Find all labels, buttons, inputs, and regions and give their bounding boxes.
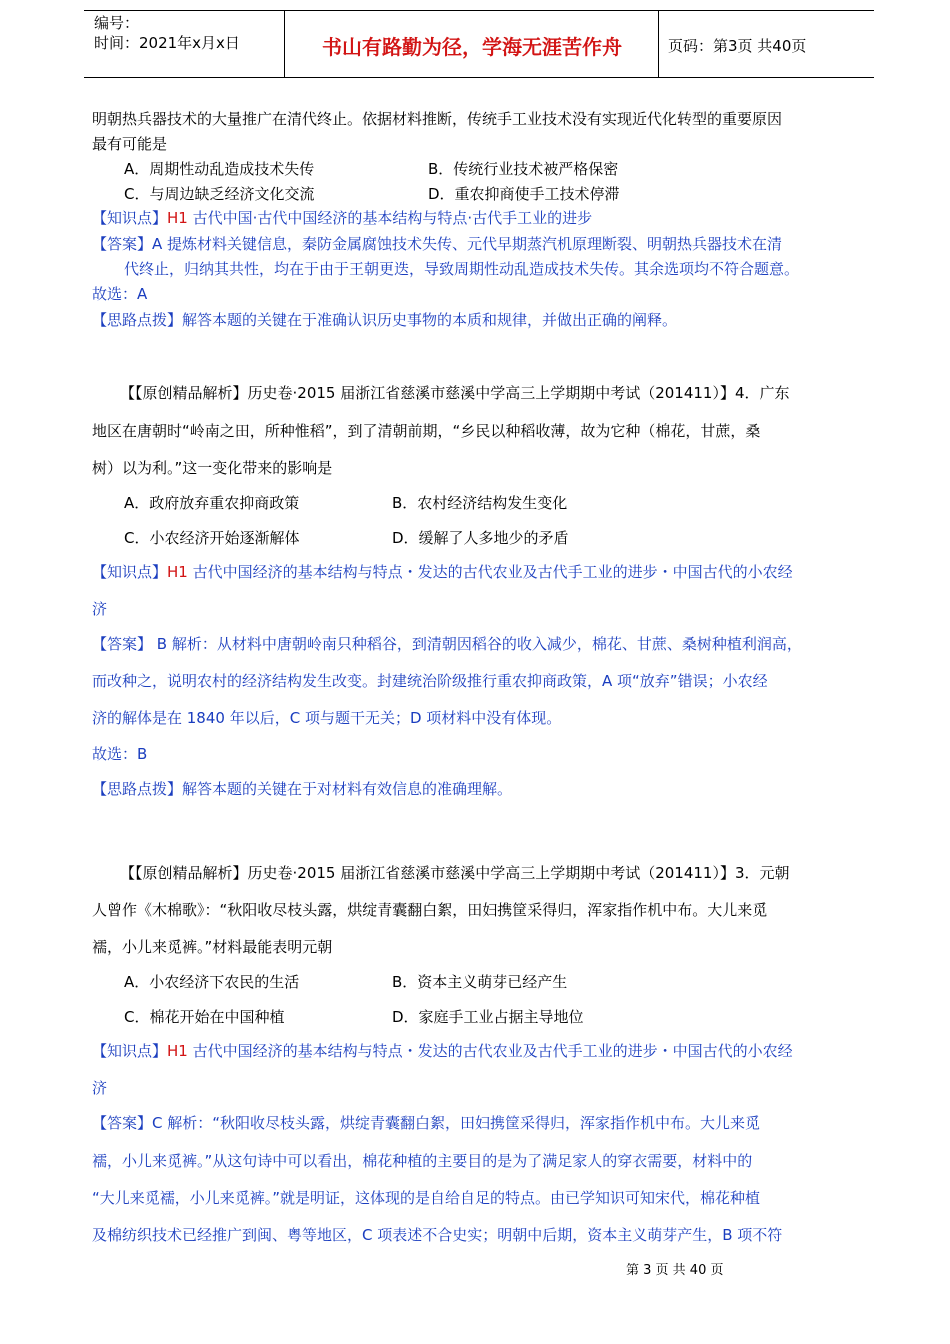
q3-option-a: A．小农经济下农民的生活 (124, 973, 300, 991)
answer-label: 【答案】 (92, 1114, 153, 1132)
q1-stem-line: 最有可能是 (92, 135, 168, 153)
q2-answer-line: 而改种之，说明农村的经济结构发生改变。封建统治阶级推行重农抑商政策，A 项“放弃”错误；小农经 (92, 672, 768, 690)
page-footer: 第 3 页 共 40 页 (626, 1263, 724, 1278)
q2-choice: 故选：B (92, 745, 148, 763)
q2-stem-line: 树）以为利。”这一变化带来的影响是 (92, 459, 333, 477)
knowledge-code: H1 (167, 563, 188, 581)
q2-knowledge-point (92, 561, 793, 582)
q2-stem-line: 【【原创精品解析】历史卷·2015 届浙江省慈溪市慈溪中学高三上学期期中考试（201411）】4．广东 (120, 384, 790, 402)
answer-label: 【答案】 (92, 635, 153, 653)
answer-text: C 解析：“秋阳收尽枝头露，烘绽青囊翻白絮，田妇携筐采得归，浑家指作机中布。大儿来觅 (152, 1114, 761, 1132)
tip-text: 解答本题的关键在于准确认识历史事物的本质和规律，并做出正确的阐释。 (182, 311, 678, 329)
tip-label: 【思路点拨】 (92, 780, 183, 798)
tip-label: 【思路点拨】 (92, 311, 183, 329)
q3-option-d: D．家庭手工业占据主导地位 (392, 1008, 584, 1026)
knowledge-label: 【知识点】 (92, 209, 168, 227)
knowledge-text: 古代中国经济的基本结构与特点・发达的古代农业及古代手工业的进步・中国古代的小农经 (192, 563, 793, 581)
q1-option-c: C．与周边缺乏经济文化交流 (124, 185, 315, 203)
q2-option-a: A．政府放弃重农抑商政策 (124, 494, 300, 512)
q1-knowledge-point (92, 207, 592, 228)
q2-tip (92, 778, 512, 799)
q3-answer-line: “大儿来觅襦，小儿来觅裤。”就是明证，这体现的是自给自足的特点。由已学知识可知宋代，棉花种植 (92, 1189, 761, 1207)
page-header (84, 10, 874, 78)
q1-option-a: A．周期性动乱造成技术失传 (124, 160, 315, 178)
answer-text: A 提炼材料关键信息，秦防金属腐蚀技术失传、元代早期蒸汽机原理断裂、明朝热兵器技术在清 (152, 235, 783, 253)
q3-stem-line: 襦，小儿来觅裤。”材料最能表明元朝 (92, 938, 333, 956)
q3-option-c: C．棉花开始在中国种植 (124, 1008, 285, 1026)
header-divider (658, 11, 659, 77)
knowledge-label: 【知识点】 (92, 563, 168, 581)
q2-knowledge-line: 济 (92, 600, 108, 618)
q3-answer (92, 1112, 760, 1133)
q3-knowledge-line: 济 (92, 1079, 108, 1097)
q3-knowledge-point (92, 1040, 793, 1061)
q2-option-b: B．农村经济结构发生变化 (392, 494, 568, 512)
knowledge-code: H1 (167, 1042, 188, 1060)
header-meta (94, 13, 240, 53)
q3-option-b: B．资本主义萌芽已经产生 (392, 973, 568, 991)
q1-tip (92, 309, 677, 330)
q3-stem-line: 【【原创精品解析】历史卷·2015 届浙江省慈溪市慈溪中学高三上学期期中考试（201411）】3．元朝 (120, 864, 790, 882)
q2-option-d: D．缓解了人多地少的矛盾 (392, 529, 569, 547)
q1-stem-line: 明朝热兵器技术的大量推广在清代终止。依据材料推断，传统手工业技术没有实现近代化转型的重要原因 (92, 110, 783, 128)
q2-stem-line: 地区在唐朝时“岭南之田，所种惟稻”，到了清朝前期，“乡民以种稻收薄，故为它种（棉花，甘蔗，桑 (92, 422, 761, 440)
code-label: 编号： (94, 14, 140, 32)
tip-text: 解答本题的关键在于对材料有效信息的准确理解。 (182, 780, 513, 798)
q1-option-b: B．传统行业技术被严格保密 (428, 160, 619, 178)
knowledge-text: 古代中国经济的基本结构与特点・发达的古代农业及古代手工业的进步・中国古代的小农经 (192, 1042, 793, 1060)
q1-answer-line: 代终止，归纳其共性，均在于由于王朝更迭，导致周期性动乱造成技术失传。其余选项均不符合题意。 (124, 260, 800, 278)
q2-answer-line: 济的解体是在 1840 年以后，C 项与题干无关；D 项材料中没有体现。 (92, 709, 562, 727)
q1-choice: 故选：A (92, 285, 148, 303)
header-page-info: 页码：第3页 共40页 (668, 37, 807, 55)
q2-answer (92, 633, 802, 654)
answer-text: B 解析：从材料中唐朝岭南只种稻谷，到清朝因稻谷的收入减少，棉花、甘蔗、桑树种植利润高， (152, 635, 802, 653)
time-label: 时间：2021年x月x日 (94, 34, 240, 52)
q3-answer-line: 襦，小儿来觅裤。”从这句诗中可以看出，棉花种植的主要目的是为了满足家人的穿衣需要，材料中的 (92, 1152, 753, 1170)
header-motto: 书山有路勤为径，学海无涯苦作舟 (322, 35, 622, 59)
q3-answer-line: 及棉纺织技术已经推广到闽、粤等地区，C 项表述不合史实；明朝中后期，资本主义萌芽产生，B 项不符 (92, 1226, 783, 1244)
answer-label: 【答案】 (92, 235, 153, 253)
knowledge-text: 古代中国·古代中国经济的基本结构与特点·古代手工业的进步 (192, 209, 593, 227)
header-divider (284, 11, 285, 77)
knowledge-code: H1 (167, 209, 188, 227)
q1-option-d: D．重农抑商使手工技术停滞 (428, 185, 620, 203)
q1-answer (92, 233, 782, 254)
q3-stem-line: 人曾作《木棉歌》：“秋阳收尽枝头露，烘绽青囊翻白絮，田妇携筐采得归，浑家指作机中布。大儿来觅 (92, 901, 768, 919)
q2-option-c: C．小农经济开始逐渐解体 (124, 529, 300, 547)
knowledge-label: 【知识点】 (92, 1042, 168, 1060)
